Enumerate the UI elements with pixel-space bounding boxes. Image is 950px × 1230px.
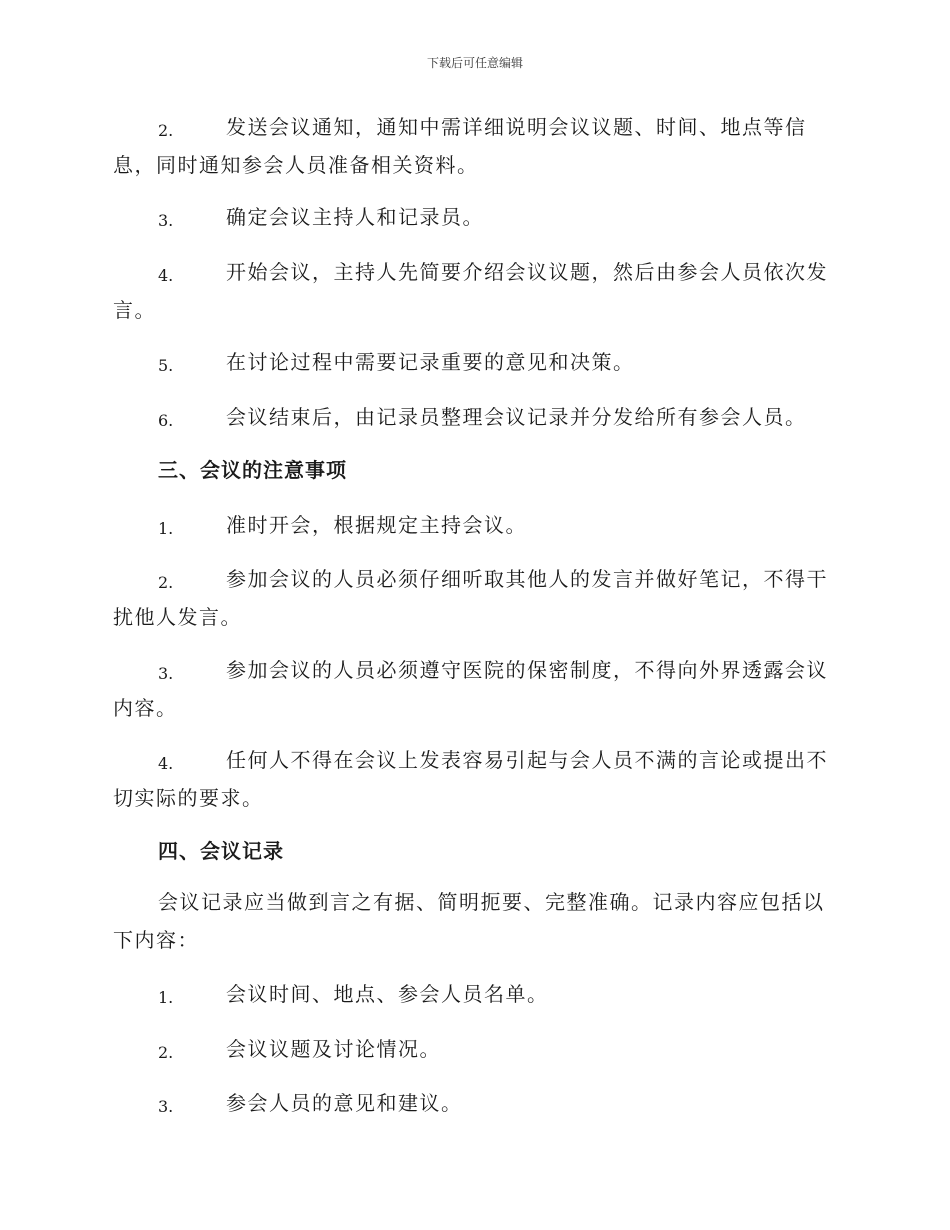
list-number: 3. [158,664,174,683]
list-text: 会议结束后，由记录员整理会议记录并分发给所有参会人员。 [226,405,807,429]
list-text-continuation: 切实际的要求。 [113,786,264,810]
section-4-heading: 四、会议记录 [158,839,284,863]
list-number: 6. [158,411,174,430]
list-number: 2. [158,121,174,140]
list-text: 会议议题及讨论情况。 [226,1037,441,1061]
list-text: 会议时间、地点、参会人员名单。 [226,982,549,1006]
list-text: 开始会议，主持人先简要介绍会议议题，然后由参会人员依次发 [226,260,828,284]
header-note: 下载后可任意编辑 [426,56,523,70]
list-number: 4. [158,754,174,773]
list-number: 1. [158,519,174,538]
intro-text-continuation: 下内容： [113,928,199,952]
list-text: 任何人不得在会议上发表容易引起与会人员不满的言论或提出不 [226,748,828,772]
list-number: 2. [158,573,174,592]
list-number: 5. [158,356,174,375]
list-text: 发送会议通知，通知中需详细说明会议议题、时间、地点等信 [226,115,807,139]
list-number: 3. [158,211,174,230]
list-number: 3. [158,1097,174,1116]
section-3-heading: 三、会议的注意事项 [158,458,347,482]
list-text: 确定会议主持人和记录员。 [226,205,484,229]
list-number: 4. [158,266,174,285]
list-text: 参加会议的人员必须仔细听取其他人的发言并做好笔记，不得干 [226,567,828,591]
list-number: 1. [158,988,174,1007]
list-text: 准时开会，根据规定主持会议。 [226,513,527,537]
list-text-continuation: 内容。 [113,696,178,720]
intro-text: 会议记录应当做到言之有据、简明扼要、完整准确。记录内容应包括以 [158,890,825,914]
list-text-continuation: 扰他人发言。 [113,605,242,629]
list-text-continuation: 息，同时通知参会人员准备相关资料。 [113,153,479,177]
list-number: 2. [158,1043,174,1062]
list-text: 在讨论过程中需要记录重要的意见和决策。 [226,350,635,374]
list-text-continuation: 言。 [113,298,156,322]
list-text: 参加会议的人员必须遵守医院的保密制度，不得向外界透露会议 [226,658,828,682]
list-text: 参会人员的意见和建议。 [226,1091,463,1115]
